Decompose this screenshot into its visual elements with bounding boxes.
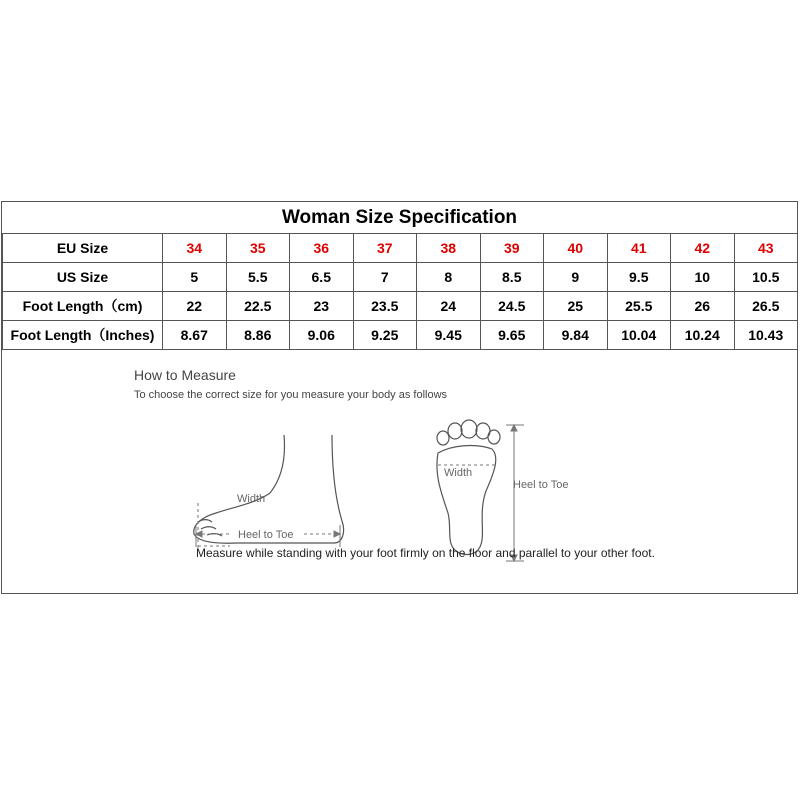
size-chart [1, 201, 798, 594]
table-cell: 24.5 [480, 292, 544, 321]
table-cell: 7 [353, 263, 417, 292]
table-cell: 24 [417, 292, 481, 321]
table-cell: 22 [163, 292, 227, 321]
size-table [2, 233, 798, 350]
how-to-measure-section [2, 353, 797, 593]
table-row-eu-size [3, 234, 798, 263]
table-cell: 10 [671, 263, 735, 292]
measure-note: Measure while standing with your foot firmly on the floor and parallel to your other foot. [196, 546, 655, 560]
table-cell: 41 [607, 234, 671, 263]
table-cell: 5 [163, 263, 227, 292]
sole-width-label: Width [444, 467, 473, 479]
table-row-us-size [3, 263, 798, 292]
table-cell: 26.5 [734, 292, 798, 321]
table-cell: 10.5 [734, 263, 798, 292]
table-cell: 22.5 [226, 292, 290, 321]
how-to-measure-title: How to Measure [134, 367, 236, 383]
table-row-foot-length-cm [3, 292, 798, 321]
table-cell: 35 [226, 234, 290, 263]
table-cell: 26 [671, 292, 735, 321]
table-cell: 8.86 [226, 321, 290, 350]
table-cell: 37 [353, 234, 417, 263]
foot-sole-view-icon [437, 420, 500, 554]
how-to-measure-subtitle: To choose the correct size for you measure your body as follows [134, 389, 448, 401]
table-cell: 42 [671, 234, 735, 263]
row-header: EU Size [3, 234, 163, 263]
table-cell: 36 [290, 234, 354, 263]
row-header: Foot Length（cm) [3, 292, 163, 321]
table-cell: 25.5 [607, 292, 671, 321]
table-cell: 9.5 [607, 263, 671, 292]
table-cell: 10.24 [671, 321, 735, 350]
chart-title: Woman Size Specification [2, 202, 797, 234]
table-cell: 9.65 [480, 321, 544, 350]
table-cell: 8.67 [163, 321, 227, 350]
table-cell: 10.43 [734, 321, 798, 350]
table-cell: 9.06 [290, 321, 354, 350]
table-cell: 38 [417, 234, 481, 263]
table-cell: 23 [290, 292, 354, 321]
table-cell: 9 [544, 263, 608, 292]
table-cell: 39 [480, 234, 544, 263]
table-cell: 5.5 [226, 263, 290, 292]
table-cell: 8 [417, 263, 481, 292]
table-cell: 9.45 [417, 321, 481, 350]
foot-side-view-icon [194, 435, 344, 543]
table-cell: 25 [544, 292, 608, 321]
table-cell: 23.5 [353, 292, 417, 321]
sole-length-label: Heel to Toe [513, 479, 569, 491]
side-length-label: Heel to Toe [238, 529, 294, 541]
table-cell: 34 [163, 234, 227, 263]
table-cell: 6.5 [290, 263, 354, 292]
sole-length-guide [506, 425, 524, 561]
table-cell: 8.5 [480, 263, 544, 292]
table-cell: 9.84 [544, 321, 608, 350]
row-header: US Size [3, 263, 163, 292]
table-cell: 40 [544, 234, 608, 263]
table-row-foot-length-inches [3, 321, 798, 350]
table-cell: 10.04 [607, 321, 671, 350]
row-header: Foot Length（Inches) [3, 321, 163, 350]
side-width-label: Width [237, 493, 266, 505]
table-cell: 9.25 [353, 321, 417, 350]
table-cell: 43 [734, 234, 798, 263]
